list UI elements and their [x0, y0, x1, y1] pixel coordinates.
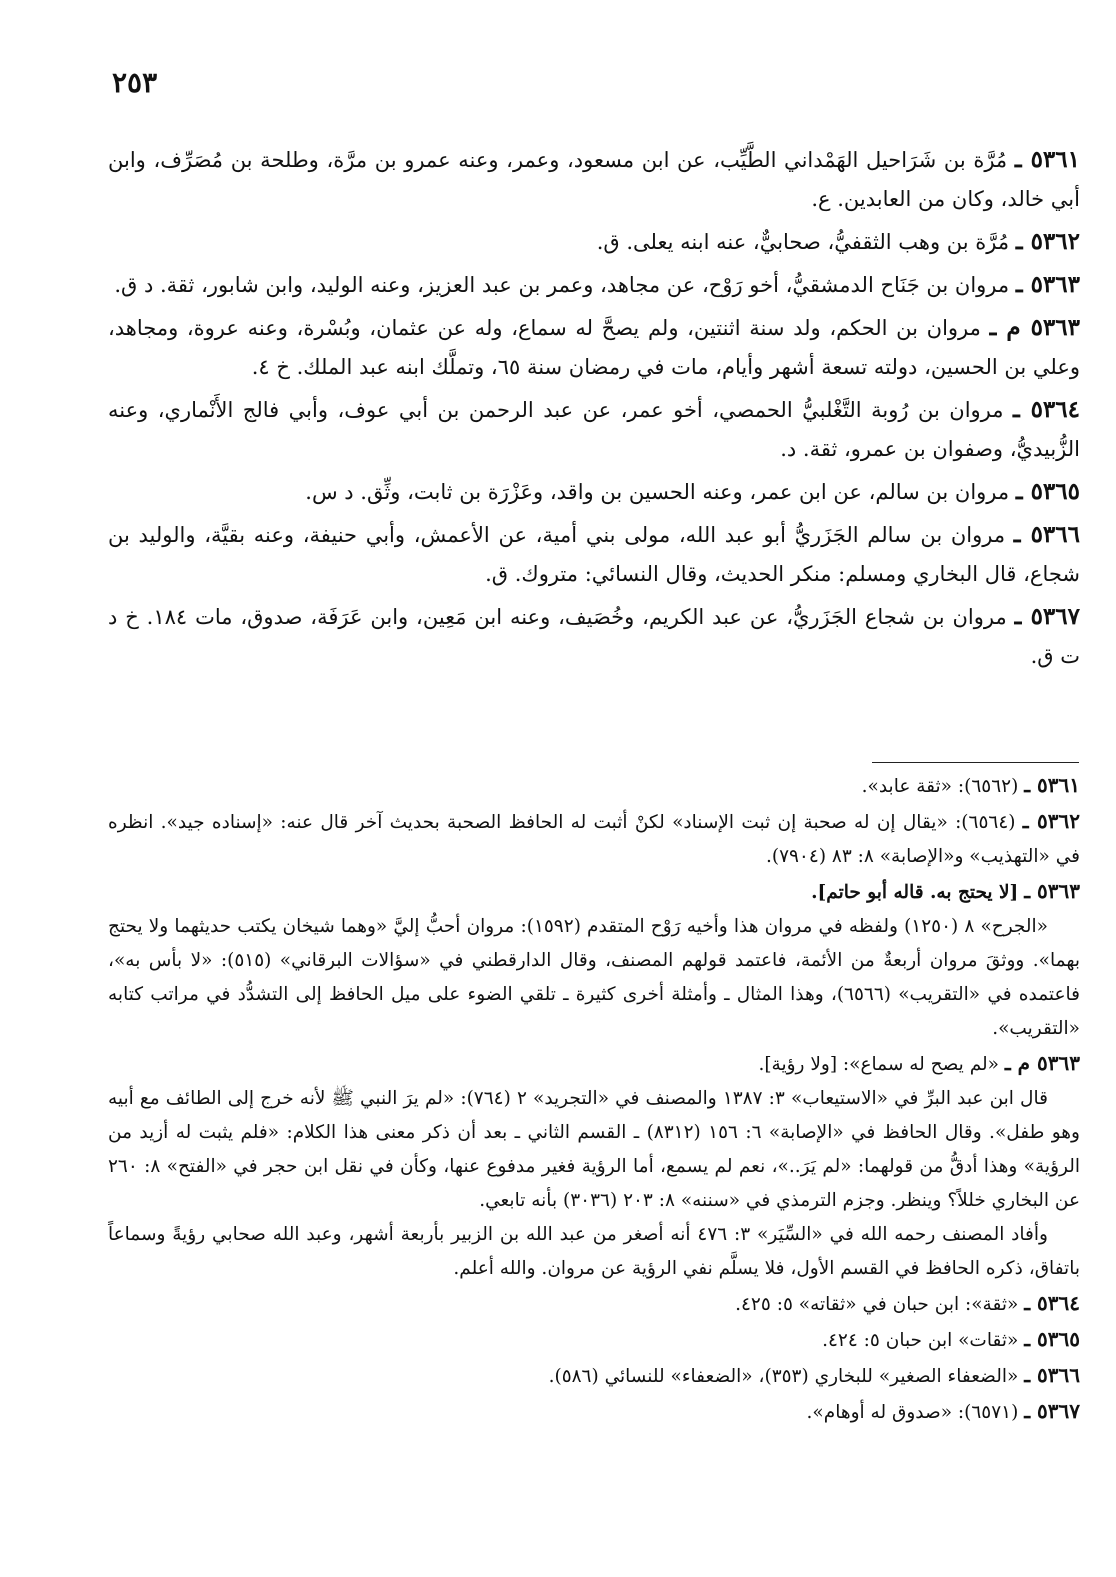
entry-text: مُرَّة بن شَرَاحيل الهَمْداني الطَّيِّب، عن ابن مسعود، وعمر، وعنه عمرو بن مرَّة، وطلحة بن مُصَرِّف، وابن أبي خالد، وكان من العابدين. ع.: [108, 148, 1080, 211]
footnote-number: ٥٣٦٤ ـ: [1024, 1291, 1080, 1315]
footnote-text: «ثقة»: ابن حبان في «ثقاته» ٥: ٤٢٥.: [735, 1294, 1019, 1315]
entry: [108, 515, 1080, 594]
entry: [108, 140, 1080, 219]
footnote-paragraph: قال ابن عبد البرِّ في «الاستيعاب» ٣: ١٣٨٧ والمصنف في «التجريد» ٢ (٧٦٤): «لم يرَ النبي ﷺ لأنه خرج إلى الطائف مع أبيه وهو طفل». وقال الحافظ في «الإصابة» ٦: ١٥٦ (٨٣١٢) ـ القسم الثاني ـ بعد أن ذكر معنى هذا الكلام: «فلم يثبت له أزيد من الرؤية» وهذا أدقُّ من قولهما: «لم يَرَ..»، نعم لم يسمع، أما الرؤية فغير مدفوع عنها، وكأن في نقل ابن حجر في «الفتح» ٨: ٢٦٠ عن البخاري خللاً؟ وينظر. وجزم الترمذي في «سننه» ٨: ٢٠٣ (٣٠٣٦) بأنه تابعي.: [108, 1088, 1080, 1211]
footnote-paragraph: «الجرح» ٨ (١٢٥٠) ولفظه في مروان هذا وأخيه رَوْح المتقدم (١٥٩٢): مروان أحبُّ إليَّ «وهما شيخان يكتب حديثهما ولا يحتج بهما». ووثقَ مروان أربعةٌ من الأئمة، فاعتمد قولهم المصنف، وقال الدارقطني في «سؤالات البرقاني» (٥١٥): «لا بأس به»، فاعتمده في «التقريب» (٦٥٦٦)، وهذا المثال ـ وأمثلة أخرى كثيرة ـ تلقي الضوء على ميل الحافظ إلى التشدُّد في مراتب كتابه «التقريب».: [108, 916, 1081, 1039]
entry-text: مروان بن رُوبة التَّغْلبيُّ الحمصي، أخو عمر، عن عبد الرحمن بن أبي عوف، وأبي فالج الأَنْماري، وعنه الزُّبيديُّ، وصفوان بن عمرو، ثقة. د.: [108, 398, 1080, 461]
footnote: [108, 1046, 1080, 1082]
entry: [108, 390, 1080, 469]
footnote-number: ٥٣٦٢ ـ: [1022, 809, 1081, 833]
footnote: [108, 768, 1080, 804]
footnote-separator: [872, 762, 1079, 763]
entry-text: مروان بن سالم الجَزَريُّ أبو عبد الله، مولى بني أمية، عن الأعمش، وأبي حنيفة، وعنه بقيَّة، والوليد بن شجاع، قال البخاري ومسلم: منكر الحديث، وقال النسائي: متروك. ق.: [108, 523, 1080, 586]
footnote-number: ٥٣٦٦ ـ: [1024, 1363, 1080, 1387]
footnote-heading: [لا يحتج به. قاله أبو حاتم].: [811, 882, 1019, 903]
entry: [108, 308, 1080, 387]
footnote-number: ٥٣٦٥ ـ: [1024, 1327, 1080, 1351]
footnote-paragraph: وأفاد المصنف رحمه الله في «السِّيَر» ٣: ٤٧٦ أنه أصغر من عبد الله بن الزبير بأربعة أشهر، وعبد الله صحابي رؤيةً وسماعاً باتفاق، ذكره الحافظ في القسم الأول، فلا يسلَّم نفي الرؤية عن مروان. والله أعلم.: [108, 1224, 1080, 1279]
footnote: [108, 1394, 1080, 1430]
entry-text: مروان بن شجاع الجَزَريُّ، عن عبد الكريم، وخُصَيف، وعنه ابن مَعِين، وابن عَرَفَة، صدوق، مات ١٨٤. خ د ت ق.: [108, 605, 1080, 668]
entry: [108, 222, 1080, 262]
entry-text: مُرَّة بن وهب الثقفيُّ، صحابيٌّ، عنه ابنه يعلى. ق.: [596, 230, 1010, 254]
entry-text: مروان بن الحكم، ولد سنة اثنتين، ولم يصحَّ له سماع، وله عن عثمان، وبُسْرة، وعنه عروة، ومجاهد، وعلي بن الحسين، دولته تسعة أشهر وأيام، مات في رمضان سنة ٦٥، وتملَّك ابنه عبد الملك. خ ٤.: [108, 316, 1080, 379]
footnote-text: (٦٥٦٢): «ثقة عابد».: [861, 776, 1019, 797]
entry-text: مروان بن جَنَاح الدمشقيُّ، أخو رَوْح، عن مجاهد، وعمر بن عبد العزيز، وعنه الوليد، وابن شابور، ثقة. د ق.: [114, 273, 1010, 297]
footnote-text: «لم يصح له سماع»: [ولا رؤية].: [758, 1054, 999, 1075]
footnote-number: ٥٣٦١ ـ: [1024, 773, 1080, 797]
footnote-number: ٥٣٦٣ ـ: [1024, 879, 1080, 903]
footnote: [108, 804, 1080, 874]
entry-number: ٥٣٦٣ م ـ: [989, 314, 1080, 341]
footnote-number: ٥٣٦٧ ـ: [1024, 1399, 1080, 1423]
footnotes: [108, 768, 1080, 1430]
entry-number: ٥٣٦٦ ـ: [1013, 521, 1080, 548]
footnote-text: (٦٥٧١): «صدوق له أوهام».: [806, 1402, 1019, 1423]
entry: [108, 265, 1080, 305]
footnote-text: (٦٥٦٤): «يقال إن له صحبة إن ثبت الإسناد» لكنْ أثبت له الحافظ الصحبة بحديث آخر قال عنه: «إسناده جيد». انظره في «التهذيب» و«الإصابة» ٨: ٨٣ (٧٩٠٤).: [108, 812, 1080, 867]
page-number: ٢٥٣: [112, 66, 158, 99]
entry-number: ٥٣٦٣ ـ: [1015, 271, 1080, 298]
footnote: [108, 1358, 1080, 1394]
entry-number: ٥٣٦٧ ـ: [1014, 603, 1080, 630]
footnote: [108, 1322, 1080, 1358]
footnote: [108, 1286, 1080, 1322]
footnote-number: ٥٣٦٣ م ـ: [1004, 1051, 1080, 1075]
entry-number: ٥٣٦٢ ـ: [1015, 228, 1080, 255]
footnote-text: «ثقات» ابن حبان ٥: ٤٢٤.: [822, 1330, 1019, 1351]
footnote-text: «الضعفاء الصغير» للبخاري (٣٥٣)، «الضعفاء» للنسائي (٥٨٦).: [548, 1366, 1019, 1387]
main-text: [108, 140, 1080, 679]
entry: [108, 597, 1080, 676]
entry-number: ٥٣٦١ ـ: [1014, 146, 1080, 173]
entry-text: مروان بن سالم، عن ابن عمر، وعنه الحسين بن واقد، وعَزْرَة بن ثابت، وثِّق. د س.: [305, 480, 1010, 504]
footnote: [108, 874, 1080, 910]
entry-number: ٥٣٦٥ ـ: [1015, 478, 1080, 505]
entry: [108, 472, 1080, 512]
entry-number: ٥٣٦٤ ـ: [1013, 396, 1080, 423]
